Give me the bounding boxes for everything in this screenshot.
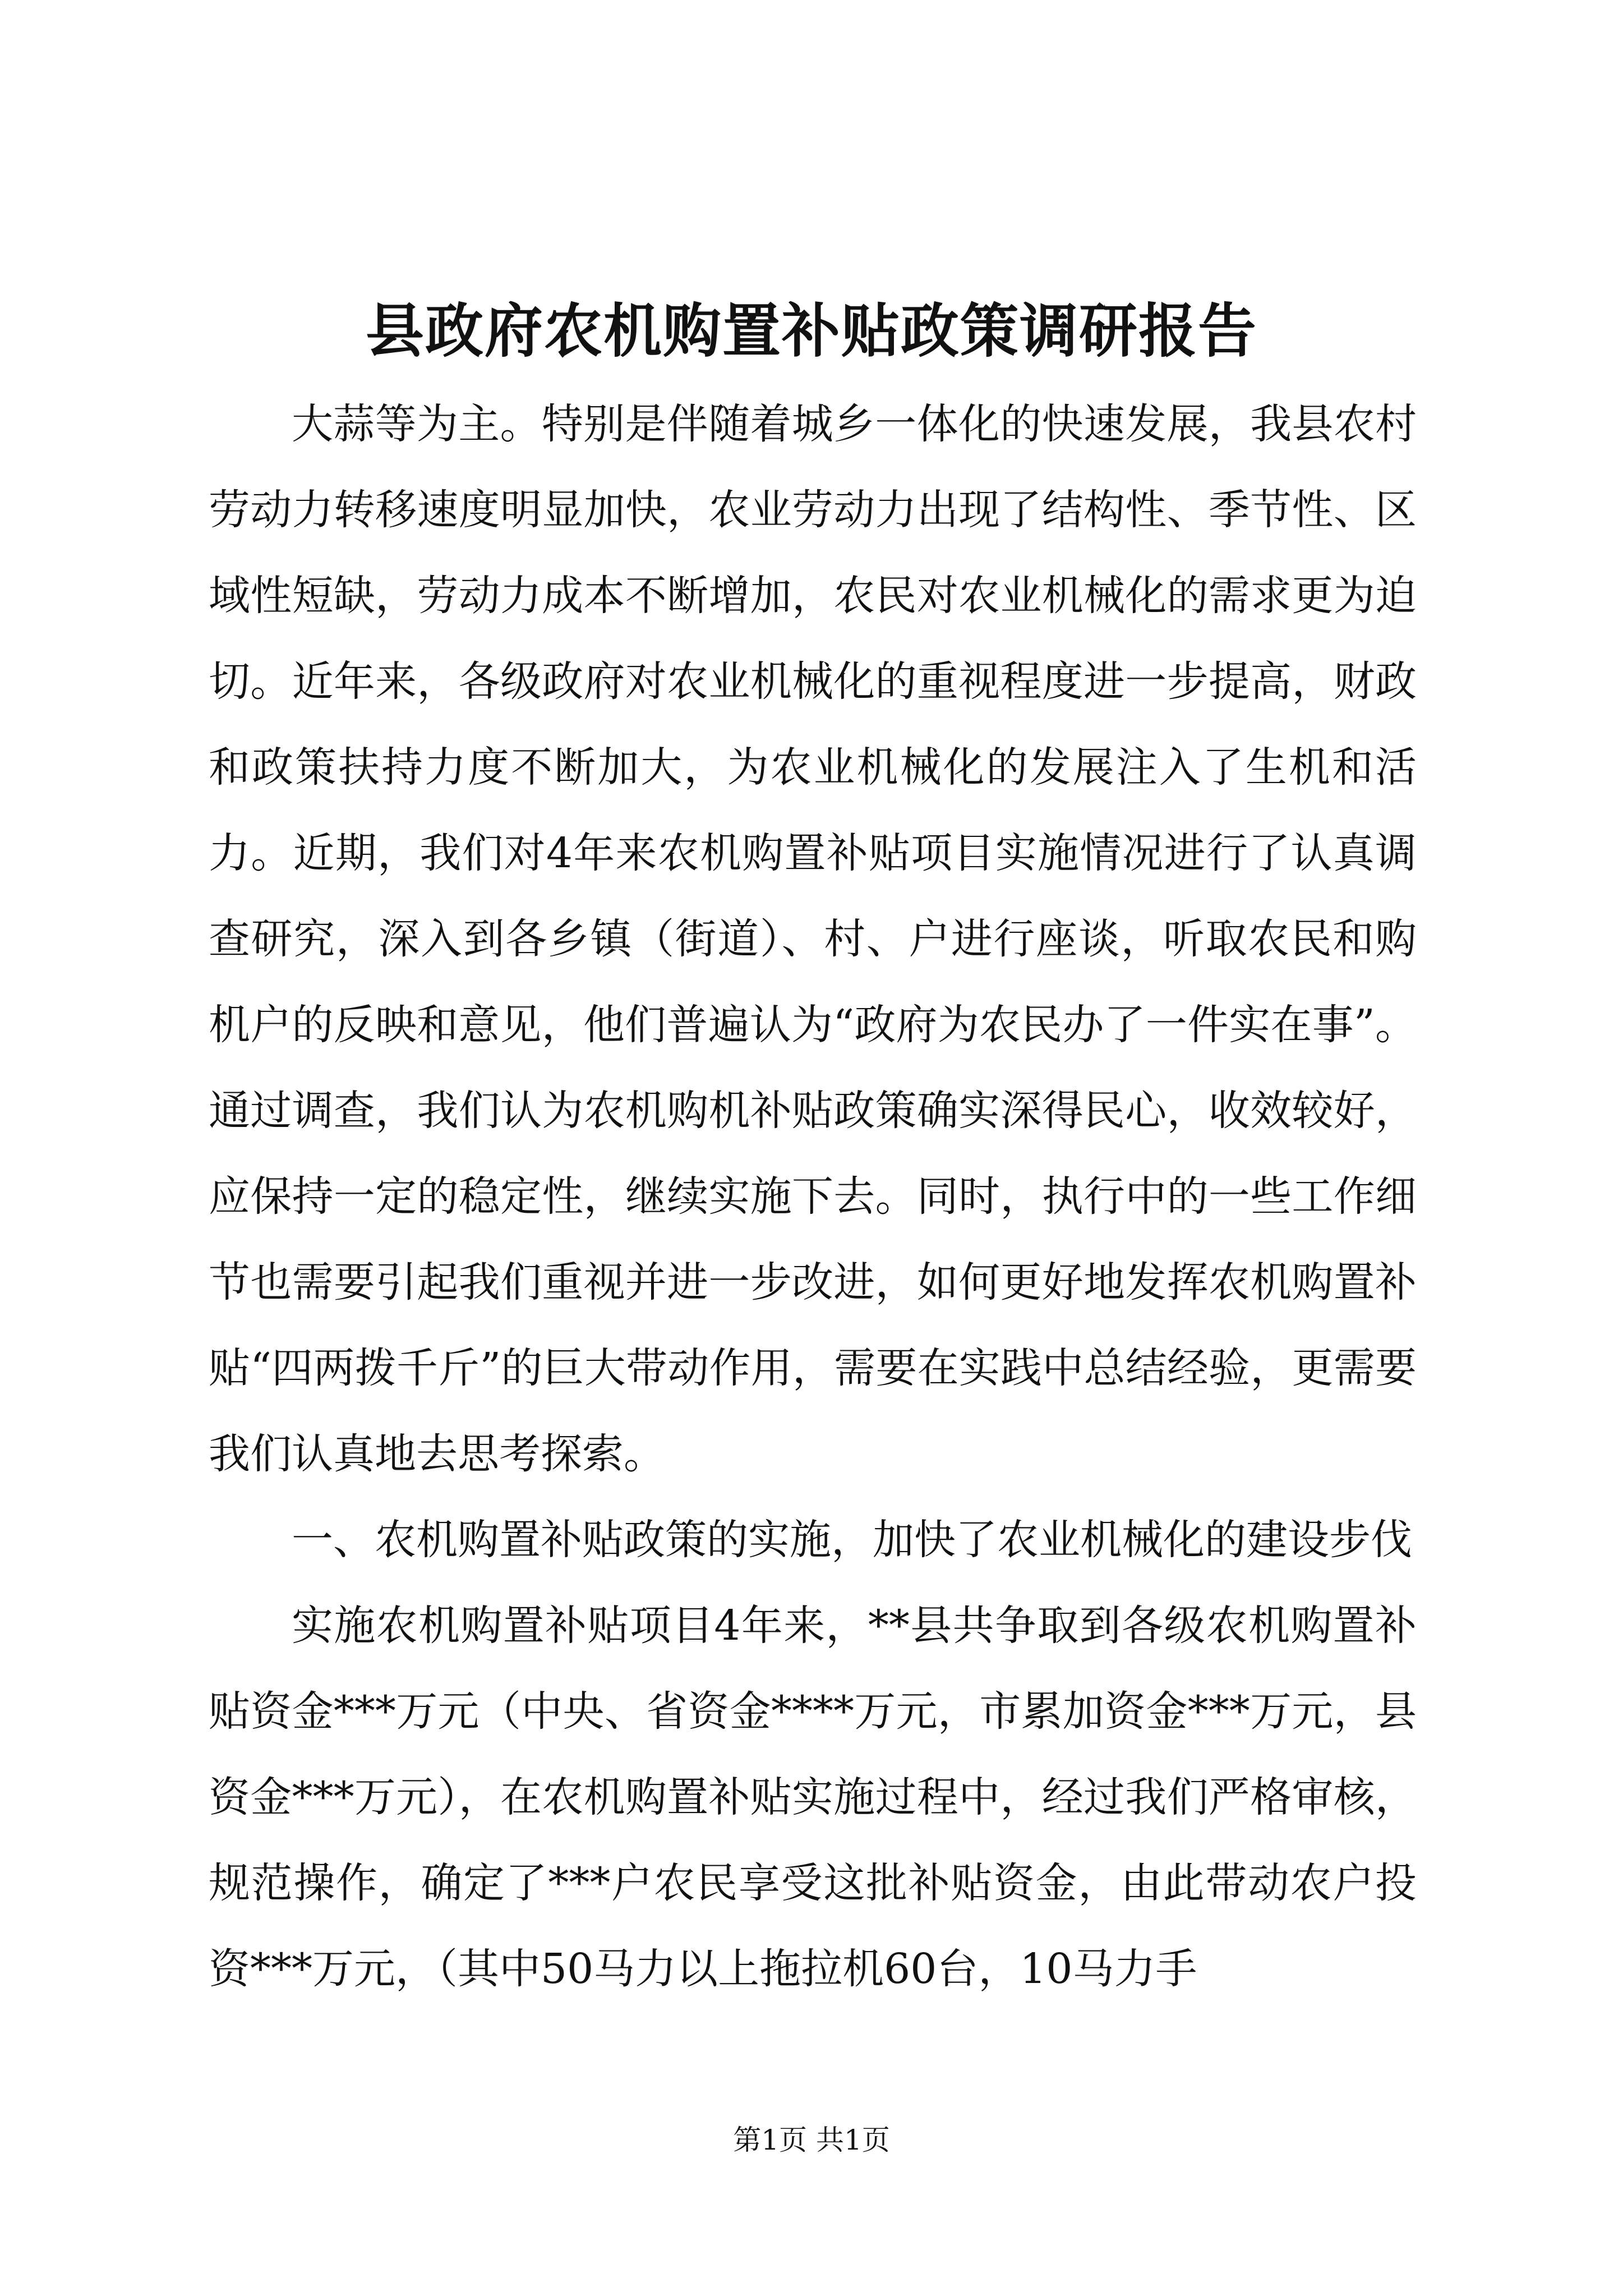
paragraph-section-heading: 一、农机购置补贴政策的实施，加快了农业机械化的建设步伐 [292,1516,1412,1564]
page-footer: 第1页 共1页 [733,2124,890,2156]
paragraph-intro: 大蒜等为主。特别是伴随着城乡一体化的快速发展，我县农村劳动力转移速度明显加快，农业劳动力出现了结构性、季节性、区域性短缺，劳动力成本不断增加，农民对农业机械化的需求更为迫切。近年来，各级政府对农业机械化的重视程度进一步提高，财政和政策扶持力度不断加大，为农业机械化的发展注入了生机和活力。近期，我们对4年来农机购置补贴项目实施情况进行了认真调查研究，深入到各乡镇（街道）、村、户进行座谈，听取农民和购机户的反映和意见，他们普遍认为“政府为农民办了一件实在事”。通过调查，我们认为农机购机补贴政策确实深得民心，收效较好，应保持一定的稳定性，继续实施下去。同时，执行中的一些工作细节也需要引起我们重视并进一步改进，如何更好地发挥农机购置补贴“四两拨千斤”的巨大带动作用，需要在实践中总结经验，更需要我们认真地去思考探索。 [209,400,1417,1478]
document-body [209,381,1417,2012]
paragraph-funding: 实施农机购置补贴项目4年来，**县共争取到各级农机购置补贴资金***万元（中央、省资金****万元，市累加资金***万元，县资金***万元），在农机购置补贴实施过程中，经过我们严格审核，规范操作，确定了***户农民享受这批补贴资金，由此带动农户投资***万元，（其中50马力以上拖拉机60台，10马力手 [209,1602,1417,1993]
document-title: 县政府农机购置补贴政策调研报告 [365,296,1257,365]
